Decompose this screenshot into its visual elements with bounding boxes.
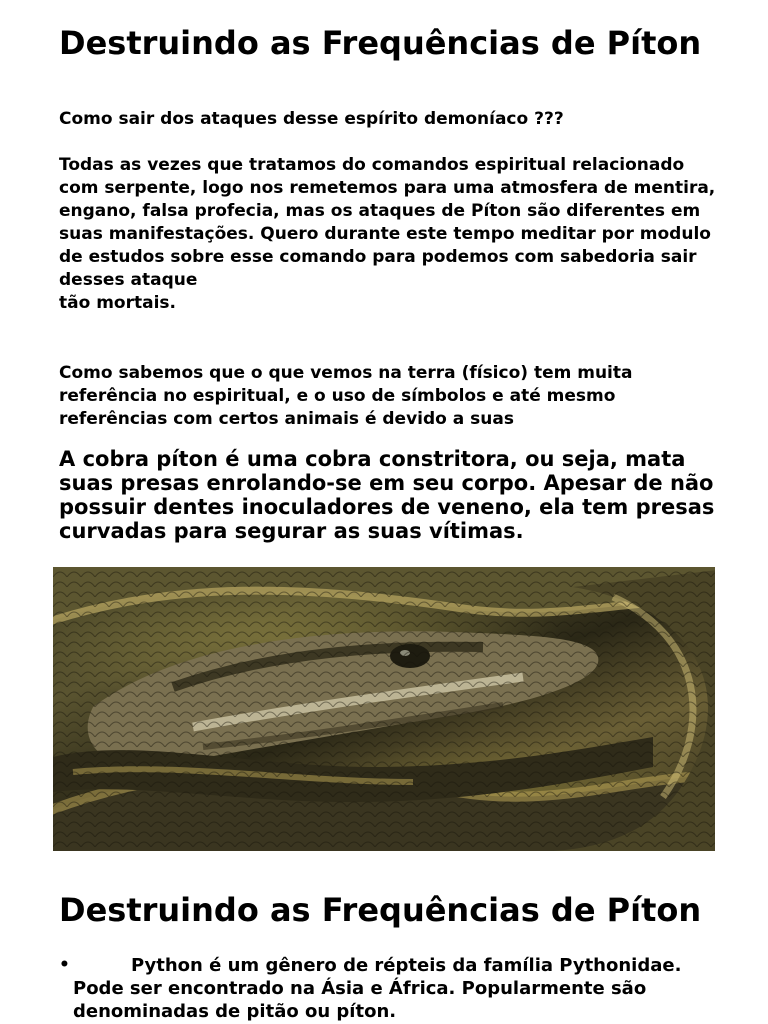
page-title: Destruindo as Frequências de Píton — [59, 24, 702, 62]
bullet-item-python: Python é um gênero de répteis da família Pythonidae. Pode ser encontrado na Ásia e África. Popularmente são denominadas de pitão ou píton. — [73, 955, 682, 1022]
python-snake-photo — [53, 567, 715, 851]
intro-paragraph: Todas as vezes que tratamos do comandos espiritual relacionado com serpente, logo nos remetemos para uma atmosfera de mentira, engano, falsa profecia, mas os ataques de Píton são diferentes em suas manifestações. Quero durante este tempo meditar por modulo de estudos sobre esse comando para podemos com sabedoria sair desses ataque tão mortais. — [59, 155, 716, 313]
bullet-point-icon: • — [59, 955, 70, 975]
section-title: Destruindo as Frequências de Píton — [59, 891, 702, 929]
symbols-paragraph: Como sabemos que o que vemos na terra (físico) tem muita referência no espiritual, e o uso de símbolos e até mesmo referências com certos animais é devido a suas — [59, 363, 633, 429]
python-snake-image — [53, 567, 715, 851]
python-description-paragraph: A cobra píton é uma cobra constritora, ou seja, mata suas presas enrolando-se em seu corpo. Apesar de não possuir dentes inoculadores de veneno, ela tem presas curvadas para segurar as suas vítimas. — [59, 447, 715, 543]
subtitle-question: Como sair dos ataques desse espírito demoníaco ??? — [59, 109, 564, 129]
